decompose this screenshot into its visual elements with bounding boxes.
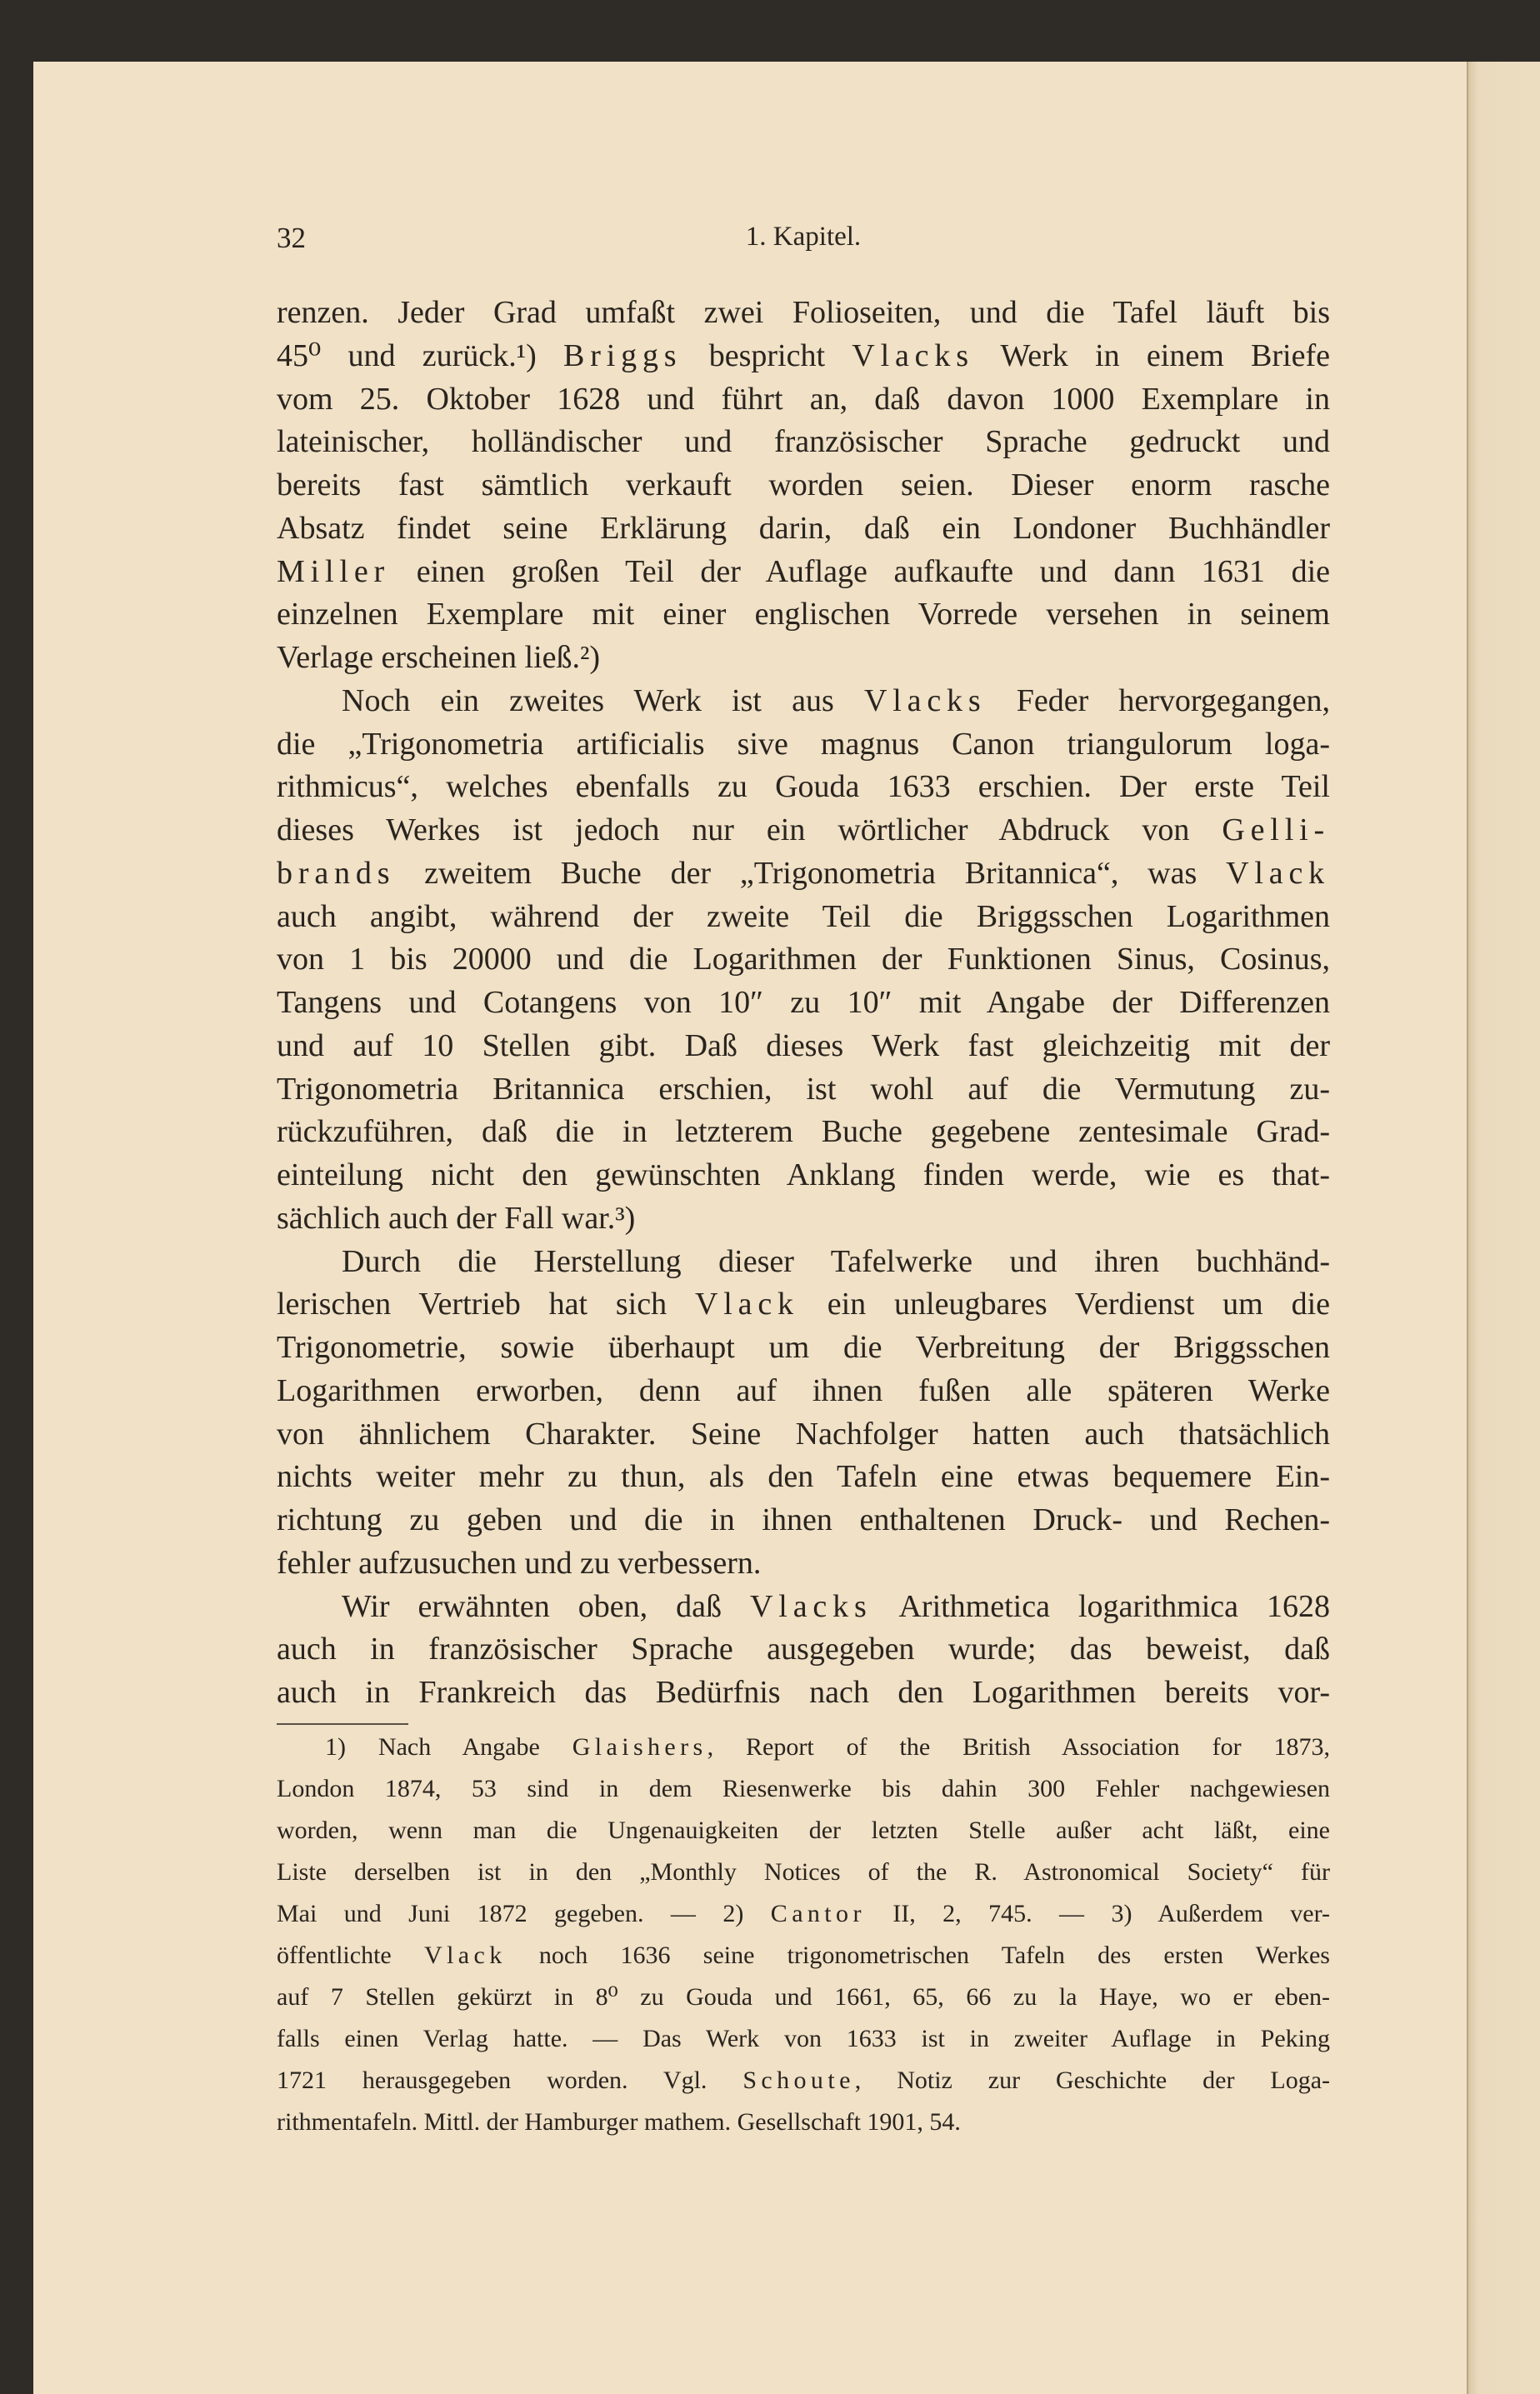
footnote-line — [277, 1768, 1330, 1810]
footnote-line — [277, 1977, 1330, 2018]
text-segment: , Report of the British Association for 1873, — [707, 1733, 1330, 1761]
text-line — [277, 1283, 1330, 1327]
spaced-name: Vlacks — [750, 1588, 872, 1624]
text-segment: die „Trigonometria artificialis sive magnus Canon triangulorum loga- — [277, 726, 1330, 762]
text-segment: falls einen Verlag hatte. — Das Werk von 1633 ist in zweiter Auflage in Peking — [277, 2025, 1330, 2052]
text-segment: Verlage erscheinen ließ.²) — [277, 640, 601, 675]
text-line — [277, 1154, 1330, 1197]
text-segment: worden, wenn man die Ungenauigkeiten der letzten Stelle außer acht läßt, eine — [277, 1817, 1330, 1844]
text-segment: einzelnen Exemplare mit einer englischen Vorrede versehen in seinem — [277, 597, 1330, 632]
footnote-line — [277, 1935, 1330, 1977]
text-line — [277, 938, 1330, 982]
text-segment: , Notiz zur Geschichte der Loga- — [854, 2067, 1331, 2094]
text-line — [277, 1327, 1330, 1370]
text-segment: renzen. Jeder Grad umfaßt zwei Folioseiten, und die Tafel läuft bis — [277, 295, 1330, 330]
spaced-name: Miller — [277, 553, 391, 589]
footnote-rule — [277, 1723, 408, 1725]
text-line — [277, 292, 1330, 335]
text-segment: rithmicus“, welches ebenfalls zu Gouda 1633 erschien. Der erste Teil — [277, 769, 1330, 805]
spaced-name: Cantor — [770, 1900, 866, 1927]
text-segment: 1721 herausgegeben worden. Vgl. — [277, 2067, 743, 2094]
text-segment: fehler aufzusuchen und zu verbessern. — [277, 1545, 762, 1581]
text-line — [277, 421, 1330, 464]
text-line — [277, 551, 1330, 594]
text-line — [277, 1628, 1330, 1672]
text-segment: lerischen Vertrieb hat sich — [277, 1287, 695, 1322]
text-line — [277, 1111, 1330, 1154]
text-segment: Liste derselben ist in den „Monthly Notices of the R. Astronomical Society“ für — [277, 1858, 1330, 1886]
text-segment: öffentlichte — [277, 1942, 424, 1969]
text-line — [277, 464, 1330, 507]
text-segment: bereits fast sämtlich verkauft worden seien. Dieser enorm rasche — [277, 467, 1330, 502]
spaced-name: Vlacks — [852, 337, 974, 373]
text-segment: II, 2, 745. — 3) Außerdem ver- — [865, 1900, 1330, 1927]
footnote-line — [277, 1852, 1330, 1893]
text-line — [277, 637, 1330, 680]
body-text — [277, 292, 1330, 1715]
text-segment: einteilung nicht den gewünschten Anklang finden werde, wie es that- — [277, 1157, 1330, 1192]
text-segment: Werk in einem Briefe — [973, 337, 1331, 373]
text-segment: und auf 10 Stellen gibt. Daß dieses Werk fast gleichzeitig mit der — [277, 1027, 1330, 1063]
text-segment: Logarithmen erworben, denn auf ihnen fußen alle späteren Werke — [277, 1372, 1330, 1408]
text-segment: Trigonometrie, sowie überhaupt um die Verbreitung der Briggsschen — [277, 1330, 1330, 1365]
text-segment: einen großen Teil der Auflage aufkaufte und dann 1631 die — [390, 553, 1330, 589]
text-line — [277, 335, 1330, 378]
spaced-name: Vlack — [1226, 855, 1330, 891]
footnote-line — [277, 1810, 1330, 1852]
text-line — [277, 1241, 1330, 1284]
spaced-name: Schoute — [742, 2067, 855, 2094]
text-segment: Durch die Herstellung dieser Tafelwerke und ihren buchhänd- — [342, 1243, 1330, 1279]
text-line — [277, 1542, 1330, 1586]
text-line — [277, 593, 1330, 637]
text-line — [277, 1499, 1330, 1542]
text-segment: Feder hervorgegangen, — [986, 682, 1330, 718]
footnotes — [277, 1727, 1330, 2143]
text-segment: ein unleugbares Verdienst um die — [798, 1287, 1331, 1322]
text-segment: sächlich auch der Fall war.³) — [277, 1200, 636, 1236]
spaced-name: Vlack — [424, 1942, 507, 1969]
text-segment: lateinischer, holländischer und französischer Sprache gedruckt und — [277, 424, 1330, 460]
spaced-name: Glaishers — [572, 1733, 708, 1761]
footnote-line — [277, 1893, 1330, 1935]
chapter-title: 1. Kapitel. — [745, 222, 862, 252]
running-head — [277, 222, 1330, 263]
text-line — [277, 809, 1330, 852]
text-line — [277, 1672, 1330, 1715]
text-segment: rückzuführen, daß die in letzterem Buche gegebene zentesimale Grad- — [277, 1114, 1330, 1150]
footnote-line — [277, 2018, 1330, 2060]
text-line — [277, 1068, 1330, 1112]
text-segment: richtung zu geben und die in ihnen enthaltenen Druck- und Rechen- — [277, 1502, 1330, 1537]
text-line — [277, 1370, 1330, 1413]
text-segment: 45⁰ und zurück.¹) — [277, 337, 564, 373]
text-line — [277, 1456, 1330, 1499]
text-segment: auch in französischer Sprache ausgegeben wurde; das beweist, daß — [277, 1632, 1330, 1667]
text-segment: Tangens und Cotangens von 10″ zu 10″ mit Angabe der Differenzen — [277, 985, 1330, 1020]
spaced-name: Gelli- — [1222, 812, 1330, 847]
text-segment: nichts weiter mehr zu thun, als den Tafeln eine etwas bequemere Ein- — [277, 1459, 1330, 1495]
text-segment: auch in Frankreich das Bedürfnis nach den Logarithmen bereits vor- — [277, 1675, 1330, 1710]
text-line — [277, 723, 1330, 767]
text-line — [277, 378, 1330, 422]
footnote-line — [277, 2102, 1330, 2143]
spaced-name: Vlacks — [863, 682, 987, 718]
text-segment: London 1874, 53 sind in dem Riesenwerke bis dahin 300 Fehler nachgewiesen — [277, 1775, 1330, 1802]
text-segment: noch 1636 seine trigonometrischen Tafeln des ersten Werkes — [506, 1942, 1330, 1969]
text-line — [277, 1586, 1330, 1629]
spaced-name: Briggs — [563, 337, 682, 373]
text-segment: zweitem Buche der „Trigonometria Britannica“, was — [395, 855, 1227, 891]
text-segment: Trigonometria Britannica erschien, ist wohl auf die Vermutung zu- — [277, 1071, 1330, 1107]
text-segment: von 1 bis 20000 und die Logarithmen der Funktionen Sinus, Cosinus, — [277, 942, 1330, 977]
text-segment: auf 7 Stellen gekürzt in 8⁰ zu Gouda und 1661, 65, 66 zu la Haye, wo er eben- — [277, 1983, 1330, 2011]
text-line — [277, 896, 1330, 939]
spaced-name: Vlack — [694, 1287, 799, 1322]
text-line — [277, 1413, 1330, 1457]
text-line — [277, 1025, 1330, 1068]
text-line — [277, 680, 1330, 723]
text-line — [277, 982, 1330, 1025]
footnote-line — [277, 2060, 1330, 2102]
text-segment: Arithmetica logarithmica 1628 — [872, 1588, 1330, 1624]
text-line — [277, 852, 1330, 896]
text-segment: Wir erwähnten oben, daß — [342, 1588, 751, 1624]
spaced-name: brands — [277, 855, 396, 891]
text-segment: Absatz findet seine Erklärung darin, daß ein Londoner Buchhändler — [277, 510, 1330, 546]
text-line — [277, 507, 1330, 551]
footnote-line — [277, 1727, 1330, 1768]
text-line — [277, 1197, 1330, 1241]
text-segment: vom 25. Oktober 1628 und führt an, daß davon 1000 Exemplare in — [277, 381, 1330, 417]
text-line — [277, 766, 1330, 809]
text-segment: auch angibt, während der zweite Teil die Briggsschen Logarithmen — [277, 898, 1330, 934]
page-number: 32 — [277, 222, 306, 254]
text-segment: bespricht — [682, 337, 852, 373]
text-segment: Mai und Juni 1872 gegeben. — 2) — [277, 1900, 771, 1927]
text-segment: Noch ein zweites Werk ist aus — [342, 682, 864, 718]
adjacent-page-edge — [1467, 62, 1540, 2394]
text-segment: dieses Werkes ist jedoch nur ein wörtlicher Abdruck von — [277, 812, 1222, 847]
text-segment: von ähnlichem Charakter. Seine Nachfolger hatten auch thatsächlich — [277, 1416, 1330, 1452]
text-segment: rithmentafeln. Mittl. der Hamburger mathem. Gesellschaft 1901, 54. — [277, 2108, 961, 2136]
text-segment: 1) Nach Angabe — [325, 1733, 572, 1761]
